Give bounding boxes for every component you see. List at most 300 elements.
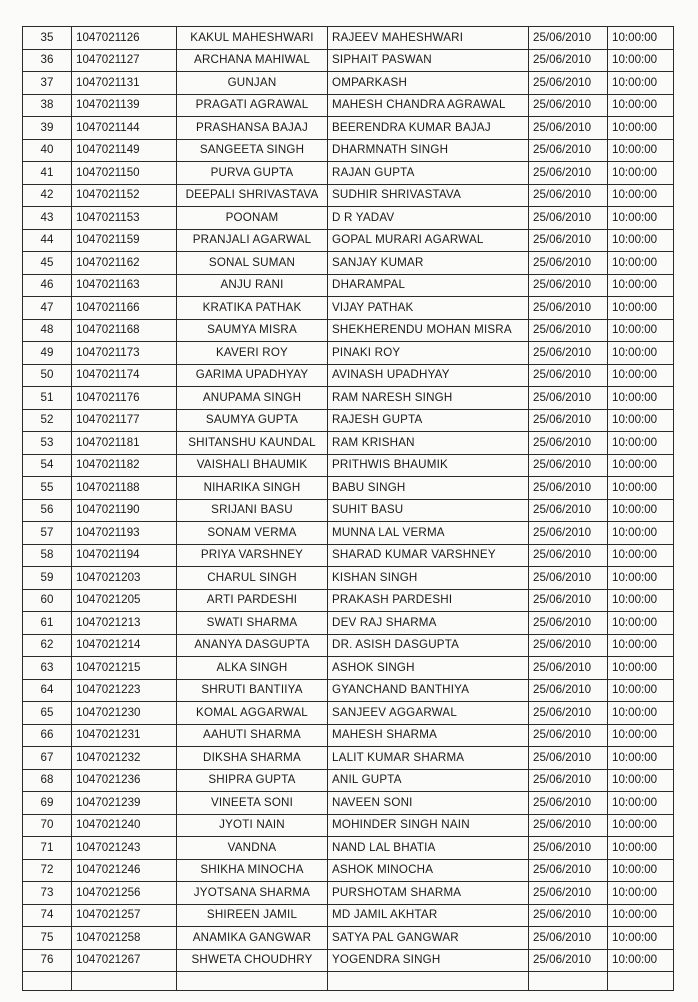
serial-number-cell: 69 [23, 792, 72, 815]
exam-date-cell: 25/06/2010 [529, 72, 608, 95]
candidate-name-cell: VINEETA SONI [177, 792, 328, 815]
exam-date-cell: 25/06/2010 [529, 499, 608, 522]
exam-date-cell: 25/06/2010 [529, 814, 608, 837]
father-name-cell: AVINASH UPADHYAY [328, 364, 529, 387]
exam-time-cell: 10:00:00 [608, 387, 674, 410]
exam-date-cell: 25/06/2010 [529, 387, 608, 410]
candidate-name-cell: SRIJANI BASU [177, 499, 328, 522]
exam-date-cell: 25/06/2010 [529, 274, 608, 297]
roll-number-cell: 1047021236 [72, 769, 177, 792]
serial-number-cell: 62 [23, 634, 72, 657]
candidate-name-cell: ANANYA DASGUPTA [177, 634, 328, 657]
serial-number-cell: 72 [23, 859, 72, 882]
serial-number-cell: 66 [23, 724, 72, 747]
serial-number-cell: 60 [23, 589, 72, 612]
serial-number-cell: 51 [23, 387, 72, 410]
exam-date-cell: 25/06/2010 [529, 837, 608, 860]
table-row [23, 297, 674, 320]
exam-time-cell: 10:00:00 [608, 567, 674, 590]
exam-time-cell: 10:00:00 [608, 612, 674, 635]
roll-number-cell: 1047021162 [72, 252, 177, 275]
exam-time-cell: 10:00:00 [608, 702, 674, 725]
table-row [23, 589, 674, 612]
roll-number-cell: 1047021239 [72, 792, 177, 815]
candidate-name-cell: SAUMYA MISRA [177, 319, 328, 342]
candidate-name-cell: SHRUTI BANTIIYA [177, 679, 328, 702]
table-row [23, 747, 674, 770]
blank-row [23, 972, 674, 991]
father-name-cell: NAND LAL BHATIA [328, 837, 529, 860]
roll-number-cell: 1047021230 [72, 702, 177, 725]
candidate-table [22, 26, 674, 991]
roll-number-cell: 1047021127 [72, 49, 177, 72]
roll-number-cell: 1047021205 [72, 589, 177, 612]
father-name-cell: D R YADAV [328, 207, 529, 230]
exam-time-cell: 10:00:00 [608, 882, 674, 905]
exam-date-cell: 25/06/2010 [529, 229, 608, 252]
serial-number-cell: 59 [23, 567, 72, 590]
father-name-cell: SATYA PAL GANGWAR [328, 927, 529, 950]
exam-time-cell: 10:00:00 [608, 769, 674, 792]
candidate-name-cell [177, 972, 328, 991]
exam-date-cell: 25/06/2010 [529, 319, 608, 342]
serial-number-cell: 43 [23, 207, 72, 230]
table-row [23, 319, 674, 342]
father-name-cell [328, 972, 529, 991]
exam-time-cell: 10:00:00 [608, 522, 674, 545]
roll-number-cell: 1047021181 [72, 432, 177, 455]
serial-number-cell: 41 [23, 162, 72, 185]
father-name-cell: MAHESH SHARMA [328, 724, 529, 747]
exam-time-cell: 10:00:00 [608, 252, 674, 275]
serial-number-cell: 70 [23, 814, 72, 837]
exam-time-cell: 10:00:00 [608, 837, 674, 860]
father-name-cell: YOGENDRA SINGH [328, 949, 529, 972]
father-name-cell: SANJAY KUMAR [328, 252, 529, 275]
roll-number-cell: 1047021126 [72, 27, 177, 50]
father-name-cell: DHARMNATH SINGH [328, 139, 529, 162]
table-row [23, 229, 674, 252]
roll-number-cell: 1047021214 [72, 634, 177, 657]
exam-date-cell: 25/06/2010 [529, 297, 608, 320]
exam-date-cell: 25/06/2010 [529, 49, 608, 72]
table-row [23, 814, 674, 837]
father-name-cell: KISHAN SINGH [328, 567, 529, 590]
exam-time-cell: 10:00:00 [608, 184, 674, 207]
table-row [23, 139, 674, 162]
father-name-cell: RAM KRISHAN [328, 432, 529, 455]
father-name-cell: NAVEEN SONI [328, 792, 529, 815]
exam-time-cell: 10:00:00 [608, 49, 674, 72]
candidate-name-cell: SWATI SHARMA [177, 612, 328, 635]
roll-number-cell: 1047021182 [72, 454, 177, 477]
roll-number-cell: 1047021232 [72, 747, 177, 770]
exam-time-cell: 10:00:00 [608, 319, 674, 342]
candidate-name-cell: SHIREEN JAMIL [177, 904, 328, 927]
exam-date-cell: 25/06/2010 [529, 94, 608, 117]
father-name-cell: LALIT KUMAR SHARMA [328, 747, 529, 770]
table-row [23, 679, 674, 702]
father-name-cell: GYANCHAND BANTHIYA [328, 679, 529, 702]
roll-number-cell [72, 972, 177, 991]
candidate-name-cell: JYOTSANA SHARMA [177, 882, 328, 905]
roll-number-cell: 1047021231 [72, 724, 177, 747]
table-row [23, 72, 674, 95]
exam-time-cell: 10:00:00 [608, 342, 674, 365]
serial-number-cell: 48 [23, 319, 72, 342]
exam-time-cell: 10:00:00 [608, 454, 674, 477]
exam-time-cell: 10:00:00 [608, 657, 674, 680]
roll-number-cell: 1047021159 [72, 229, 177, 252]
roll-number-cell: 1047021177 [72, 409, 177, 432]
candidate-name-cell: ARTI PARDESHI [177, 589, 328, 612]
roll-number-cell: 1047021173 [72, 342, 177, 365]
father-name-cell: ASHOK SINGH [328, 657, 529, 680]
exam-time-cell: 10:00:00 [608, 859, 674, 882]
candidate-name-cell: CHARUL SINGH [177, 567, 328, 590]
roll-number-cell: 1047021240 [72, 814, 177, 837]
table-row [23, 207, 674, 230]
exam-time-cell: 10:00:00 [608, 139, 674, 162]
roll-number-cell: 1047021150 [72, 162, 177, 185]
roll-number-cell: 1047021267 [72, 949, 177, 972]
table-row [23, 792, 674, 815]
table-row [23, 94, 674, 117]
father-name-cell: PURSHOTAM SHARMA [328, 882, 529, 905]
candidate-name-cell: SHITANSHU KAUNDAL [177, 432, 328, 455]
exam-time-cell: 10:00:00 [608, 814, 674, 837]
roll-number-cell: 1047021223 [72, 679, 177, 702]
candidate-name-cell: GUNJAN [177, 72, 328, 95]
candidate-name-cell: PRANJALI AGARWAL [177, 229, 328, 252]
exam-date-cell: 25/06/2010 [529, 747, 608, 770]
table-row [23, 859, 674, 882]
candidate-name-cell: PRIYA VARSHNEY [177, 544, 328, 567]
candidate-name-cell: AAHUTI SHARMA [177, 724, 328, 747]
exam-time-cell: 10:00:00 [608, 949, 674, 972]
candidate-name-cell: VANDNA [177, 837, 328, 860]
exam-date-cell: 25/06/2010 [529, 162, 608, 185]
serial-number-cell: 47 [23, 297, 72, 320]
exam-date-cell: 25/06/2010 [529, 207, 608, 230]
exam-date-cell: 25/06/2010 [529, 117, 608, 140]
father-name-cell: DHARAMPAL [328, 274, 529, 297]
serial-number-cell: 46 [23, 274, 72, 297]
father-name-cell: SIPHAIT PASWAN [328, 49, 529, 72]
candidate-name-cell: JYOTI NAIN [177, 814, 328, 837]
exam-date-cell: 25/06/2010 [529, 252, 608, 275]
roll-number-cell: 1047021190 [72, 499, 177, 522]
table-row [23, 724, 674, 747]
exam-time-cell: 10:00:00 [608, 94, 674, 117]
serial-number-cell [23, 972, 72, 991]
candidate-name-cell: SANGEETA SINGH [177, 139, 328, 162]
serial-number-cell: 63 [23, 657, 72, 680]
serial-number-cell: 52 [23, 409, 72, 432]
exam-time-cell: 10:00:00 [608, 904, 674, 927]
candidate-name-cell: SHIPRA GUPTA [177, 769, 328, 792]
exam-time-cell: 10:00:00 [608, 724, 674, 747]
father-name-cell: SANJEEV AGGARWAL [328, 702, 529, 725]
table-row [23, 184, 674, 207]
candidate-name-cell: GARIMA UPADHYAY [177, 364, 328, 387]
father-name-cell: PINAKI ROY [328, 342, 529, 365]
roll-number-cell: 1047021149 [72, 139, 177, 162]
table-row [23, 364, 674, 387]
father-name-cell: RAM NARESH SINGH [328, 387, 529, 410]
roll-number-cell: 1047021257 [72, 904, 177, 927]
serial-number-cell: 74 [23, 904, 72, 927]
exam-date-cell: 25/06/2010 [529, 612, 608, 635]
father-name-cell: DR. ASISH DASGUPTA [328, 634, 529, 657]
exam-date-cell: 25/06/2010 [529, 882, 608, 905]
exam-time-cell: 10:00:00 [608, 72, 674, 95]
exam-time-cell: 10:00:00 [608, 792, 674, 815]
table-row [23, 49, 674, 72]
candidate-name-cell: ARCHANA MAHIWAL [177, 49, 328, 72]
father-name-cell: RAJEEV MAHESHWARI [328, 27, 529, 50]
candidate-name-cell: ANAMIKA GANGWAR [177, 927, 328, 950]
table-row [23, 454, 674, 477]
roll-number-cell: 1047021256 [72, 882, 177, 905]
father-name-cell: OMPARKASH [328, 72, 529, 95]
roll-number-cell: 1047021188 [72, 477, 177, 500]
roll-number-cell: 1047021213 [72, 612, 177, 635]
table-row [23, 342, 674, 365]
exam-date-cell: 25/06/2010 [529, 724, 608, 747]
exam-date-cell: 25/06/2010 [529, 409, 608, 432]
candidate-name-cell: NIHARIKA SINGH [177, 477, 328, 500]
father-name-cell: SUHIT BASU [328, 499, 529, 522]
roll-number-cell: 1047021203 [72, 567, 177, 590]
roll-number-cell: 1047021168 [72, 319, 177, 342]
candidate-name-cell: ANUPAMA SINGH [177, 387, 328, 410]
exam-time-cell: 10:00:00 [608, 27, 674, 50]
roll-number-cell: 1047021139 [72, 94, 177, 117]
roll-number-cell: 1047021258 [72, 927, 177, 950]
roll-number-cell: 1047021163 [72, 274, 177, 297]
exam-date-cell: 25/06/2010 [529, 589, 608, 612]
father-name-cell: ASHOK MINOCHA [328, 859, 529, 882]
father-name-cell: BABU SINGH [328, 477, 529, 500]
father-name-cell: PRITHWIS BHAUMIK [328, 454, 529, 477]
table-row [23, 27, 674, 50]
exam-time-cell [608, 972, 674, 991]
father-name-cell: SUDHIR SHRIVASTAVA [328, 184, 529, 207]
candidate-name-cell: SAUMYA GUPTA [177, 409, 328, 432]
exam-time-cell: 10:00:00 [608, 679, 674, 702]
serial-number-cell: 65 [23, 702, 72, 725]
father-name-cell: ANIL GUPTA [328, 769, 529, 792]
roll-number-cell: 1047021215 [72, 657, 177, 680]
serial-number-cell: 56 [23, 499, 72, 522]
exam-time-cell: 10:00:00 [608, 432, 674, 455]
table-row [23, 387, 674, 410]
exam-time-cell: 10:00:00 [608, 409, 674, 432]
exam-date-cell: 25/06/2010 [529, 139, 608, 162]
serial-number-cell: 35 [23, 27, 72, 50]
roll-number-cell: 1047021152 [72, 184, 177, 207]
exam-time-cell: 10:00:00 [608, 634, 674, 657]
father-name-cell: MUNNA LAL VERMA [328, 522, 529, 545]
table-row [23, 499, 674, 522]
table-row [23, 949, 674, 972]
exam-date-cell [529, 972, 608, 991]
table-row [23, 522, 674, 545]
roll-number-cell: 1047021176 [72, 387, 177, 410]
roll-number-cell: 1047021174 [72, 364, 177, 387]
exam-date-cell: 25/06/2010 [529, 567, 608, 590]
serial-number-cell: 57 [23, 522, 72, 545]
exam-date-cell: 25/06/2010 [529, 27, 608, 50]
candidate-name-cell: SHWETA CHOUDHRY [177, 949, 328, 972]
exam-date-cell: 25/06/2010 [529, 949, 608, 972]
table-row [23, 567, 674, 590]
exam-date-cell: 25/06/2010 [529, 792, 608, 815]
candidate-name-cell: PURVA GUPTA [177, 162, 328, 185]
exam-date-cell: 25/06/2010 [529, 904, 608, 927]
candidate-name-cell: SONAM VERMA [177, 522, 328, 545]
roll-number-cell: 1047021144 [72, 117, 177, 140]
serial-number-cell: 45 [23, 252, 72, 275]
serial-number-cell: 40 [23, 139, 72, 162]
serial-number-cell: 68 [23, 769, 72, 792]
candidate-name-cell: PRAGATI AGRAWAL [177, 94, 328, 117]
roll-number-cell: 1047021166 [72, 297, 177, 320]
father-name-cell: GOPAL MURARI AGARWAL [328, 229, 529, 252]
exam-date-cell: 25/06/2010 [529, 342, 608, 365]
exam-date-cell: 25/06/2010 [529, 432, 608, 455]
father-name-cell: SHARAD KUMAR VARSHNEY [328, 544, 529, 567]
exam-time-cell: 10:00:00 [608, 499, 674, 522]
candidate-name-cell: PRASHANSA BAJAJ [177, 117, 328, 140]
serial-number-cell: 36 [23, 49, 72, 72]
table-row [23, 904, 674, 927]
exam-time-cell: 10:00:00 [608, 274, 674, 297]
candidate-name-cell: ANJU RANI [177, 274, 328, 297]
exam-time-cell: 10:00:00 [608, 207, 674, 230]
candidate-name-cell: ALKA SINGH [177, 657, 328, 680]
father-name-cell: PRAKASH PARDESHI [328, 589, 529, 612]
table-row [23, 252, 674, 275]
exam-time-cell: 10:00:00 [608, 229, 674, 252]
table-row [23, 162, 674, 185]
father-name-cell: DEV RAJ SHARMA [328, 612, 529, 635]
table-row [23, 702, 674, 725]
exam-time-cell: 10:00:00 [608, 364, 674, 387]
father-name-cell: BEERENDRA KUMAR BAJAJ [328, 117, 529, 140]
table-row [23, 657, 674, 680]
serial-number-cell: 76 [23, 949, 72, 972]
roll-number-cell: 1047021243 [72, 837, 177, 860]
serial-number-cell: 71 [23, 837, 72, 860]
serial-number-cell: 58 [23, 544, 72, 567]
serial-number-cell: 61 [23, 612, 72, 635]
serial-number-cell: 64 [23, 679, 72, 702]
serial-number-cell: 49 [23, 342, 72, 365]
table-row [23, 612, 674, 635]
serial-number-cell: 37 [23, 72, 72, 95]
exam-date-cell: 25/06/2010 [529, 522, 608, 545]
exam-time-cell: 10:00:00 [608, 747, 674, 770]
serial-number-cell: 42 [23, 184, 72, 207]
father-name-cell: RAJAN GUPTA [328, 162, 529, 185]
exam-date-cell: 25/06/2010 [529, 859, 608, 882]
candidate-name-cell: SHIKHA MINOCHA [177, 859, 328, 882]
serial-number-cell: 44 [23, 229, 72, 252]
table-row [23, 117, 674, 140]
exam-date-cell: 25/06/2010 [529, 927, 608, 950]
table-row [23, 837, 674, 860]
candidate-name-cell: KAVERI ROY [177, 342, 328, 365]
father-name-cell: RAJESH GUPTA [328, 409, 529, 432]
serial-number-cell: 50 [23, 364, 72, 387]
table-row [23, 544, 674, 567]
roll-number-cell: 1047021131 [72, 72, 177, 95]
exam-date-cell: 25/06/2010 [529, 702, 608, 725]
father-name-cell: MAHESH CHANDRA AGRAWAL [328, 94, 529, 117]
father-name-cell: VIJAY PATHAK [328, 297, 529, 320]
serial-number-cell: 55 [23, 477, 72, 500]
table-row [23, 882, 674, 905]
roll-number-cell: 1047021193 [72, 522, 177, 545]
serial-number-cell: 67 [23, 747, 72, 770]
table-row [23, 432, 674, 455]
table-row [23, 477, 674, 500]
father-name-cell: MD JAMIL AKHTAR [328, 904, 529, 927]
candidate-name-cell: POONAM [177, 207, 328, 230]
exam-time-cell: 10:00:00 [608, 297, 674, 320]
exam-date-cell: 25/06/2010 [529, 679, 608, 702]
exam-time-cell: 10:00:00 [608, 477, 674, 500]
exam-time-cell: 10:00:00 [608, 162, 674, 185]
exam-date-cell: 25/06/2010 [529, 634, 608, 657]
candidate-name-cell: VAISHALI BHAUMIK [177, 454, 328, 477]
candidate-table-body [23, 27, 674, 991]
candidate-name-cell: KAKUL MAHESHWARI [177, 27, 328, 50]
roll-number-cell: 1047021153 [72, 207, 177, 230]
table-row [23, 274, 674, 297]
roll-number-cell: 1047021246 [72, 859, 177, 882]
exam-time-cell: 10:00:00 [608, 589, 674, 612]
candidate-name-cell: DIKSHA SHARMA [177, 747, 328, 770]
exam-date-cell: 25/06/2010 [529, 657, 608, 680]
candidate-name-cell: KOMAL AGGARWAL [177, 702, 328, 725]
father-name-cell: SHEKHERENDU MOHAN MISRA [328, 319, 529, 342]
serial-number-cell: 54 [23, 454, 72, 477]
exam-time-cell: 10:00:00 [608, 117, 674, 140]
table-row [23, 769, 674, 792]
exam-date-cell: 25/06/2010 [529, 454, 608, 477]
serial-number-cell: 39 [23, 117, 72, 140]
father-name-cell: MOHINDER SINGH NAIN [328, 814, 529, 837]
table-row [23, 927, 674, 950]
serial-number-cell: 53 [23, 432, 72, 455]
exam-date-cell: 25/06/2010 [529, 769, 608, 792]
roll-number-cell: 1047021194 [72, 544, 177, 567]
exam-date-cell: 25/06/2010 [529, 364, 608, 387]
candidate-name-cell: DEEPALI SHRIVASTAVA [177, 184, 328, 207]
exam-date-cell: 25/06/2010 [529, 544, 608, 567]
exam-time-cell: 10:00:00 [608, 927, 674, 950]
serial-number-cell: 73 [23, 882, 72, 905]
table-row [23, 634, 674, 657]
serial-number-cell: 75 [23, 927, 72, 950]
serial-number-cell: 38 [23, 94, 72, 117]
exam-date-cell: 25/06/2010 [529, 477, 608, 500]
exam-date-cell: 25/06/2010 [529, 184, 608, 207]
candidate-name-cell: KRATIKA PATHAK [177, 297, 328, 320]
